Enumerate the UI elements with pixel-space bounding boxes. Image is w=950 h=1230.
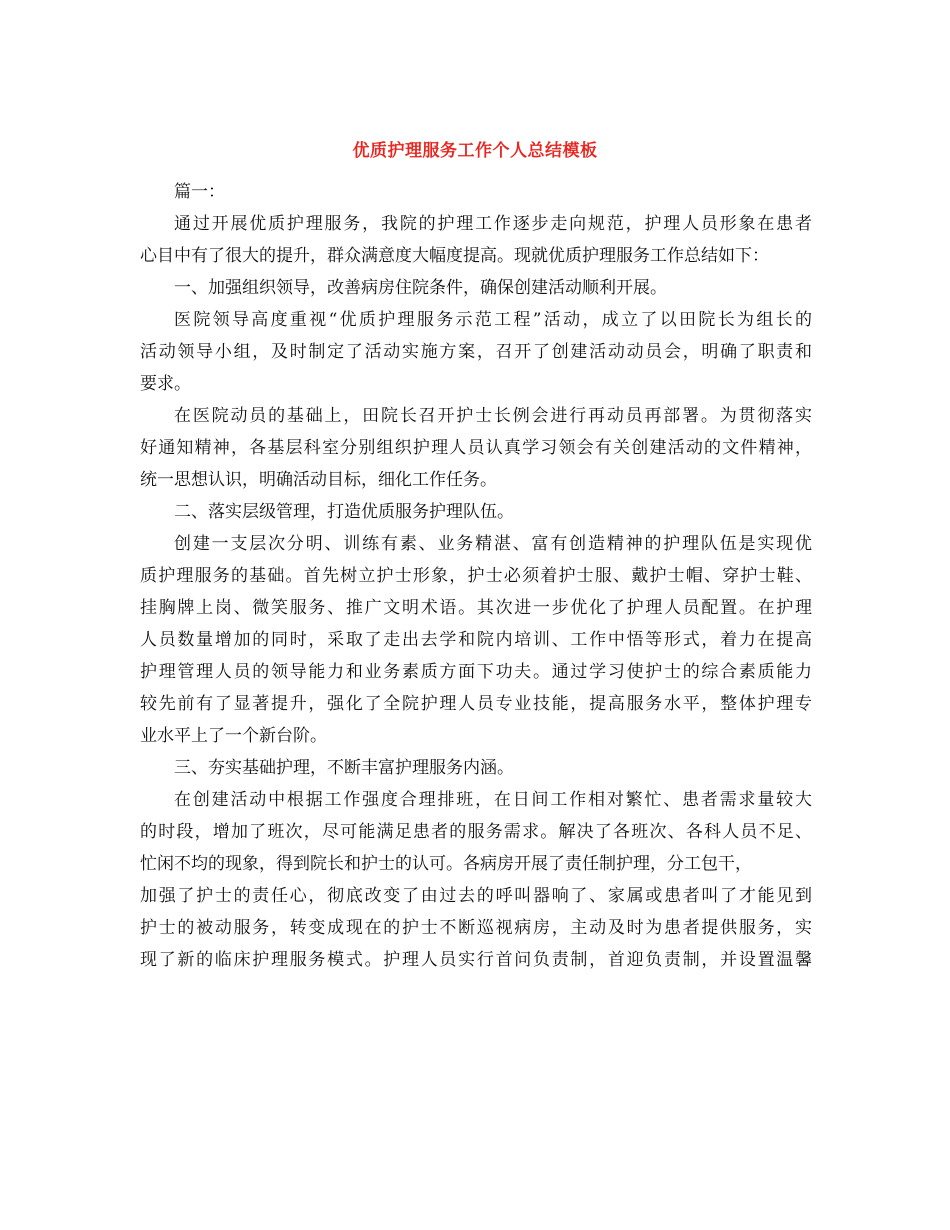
paragraph-line: 好通知精神，各基层科室分别组织护理人员认真学习领会有关创建活动的文件精神， — [140, 438, 812, 458]
paragraph-line: 人员数量增加的同时，采取了走出去学和院内培训、工作中悟等形式，着力在提高 — [140, 630, 812, 650]
paragraph-line: 在医院动员的基础上，田院长召开护士长例会进行再动员再部署。为贯彻落实 — [174, 406, 812, 426]
document-title: 优质护理服务工作个人总结模板 — [352, 141, 598, 161]
section-heading: 篇一： — [174, 182, 225, 202]
paragraph-line: 创建一支层次分明、训练有素、业务精湛、富有创造精神的护理队伍是实现优 — [174, 534, 812, 554]
document-body — [140, 176, 812, 976]
paragraph-line: 护理管理人员的领导能力和业务素质方面下功夫。通过学习使护士的综合素质能力 — [140, 662, 812, 682]
section-heading: 一、加强组织领导，改善病房住院条件，确保创建活动顺利开展。 — [174, 278, 667, 298]
paragraph-line: 较先前有了显著提升，强化了全院护理人员专业技能，提高服务水平，整体护理专 — [140, 694, 812, 714]
paragraph-line: 护士的被动服务，转变成现在的护士不断巡视病房，主动及时为患者提供服务，实 — [140, 918, 812, 938]
paragraph-line: 要求。 — [140, 374, 191, 394]
paragraph-line: 通过开展优质护理服务，我院的护理工作逐步走向规范，护理人员形象在患者 — [174, 214, 812, 234]
section-heading: 三、夯实基础护理，不断丰富护理服务内涵。 — [174, 758, 514, 778]
paragraph-line: 的时段，增加了班次，尽可能满足患者的服务需求。解决了各班次、各科人员不足、 — [140, 822, 812, 842]
paragraph-line: 加强了护士的责任心，彻底改变了由过去的呼叫器响了、家属或患者叫了才能见到 — [140, 886, 812, 906]
paragraph-line: 医院领导高度重视“优质护理服务示范工程”活动，成立了以田院长为组长的 — [174, 310, 812, 330]
paragraph-line: 在创建活动中根据工作强度合理排班，在日间工作相对繁忙、患者需求量较大 — [174, 790, 812, 810]
paragraph-line: 挂胸牌上岗、微笑服务、推广文明术语。其次进一步优化了护理人员配置。在护理 — [140, 598, 812, 618]
paragraph-line: 活动领导小组，及时制定了活动实施方案，召开了创建活动动员会，明确了职责和 — [140, 342, 812, 362]
paragraph-line: 质护理服务的基础。首先树立护士形象，护士必须着护士服、戴护士帽、穿护士鞋、 — [140, 566, 812, 586]
paragraph-line: 业水平上了一个新台阶。 — [140, 726, 327, 746]
paragraph-line: 心目中有了很大的提升，群众满意度大幅度提高。现就优质护理服务工作总结如下： — [140, 246, 769, 266]
section-heading: 二、落实层级管理，打造优质服务护理队伍。 — [174, 502, 514, 522]
paragraph-line: 现了新的临床护理服务模式。护理人员实行首问负责制，首迎负责制，并设置温馨 — [140, 950, 812, 970]
paragraph-line: 忙闲不均的现象，得到院长和护士的认可。各病房开展了责任制护理，分工包干， — [140, 854, 752, 874]
paragraph-line: 统一思想认识，明确活动目标，细化工作任务。 — [140, 470, 497, 490]
